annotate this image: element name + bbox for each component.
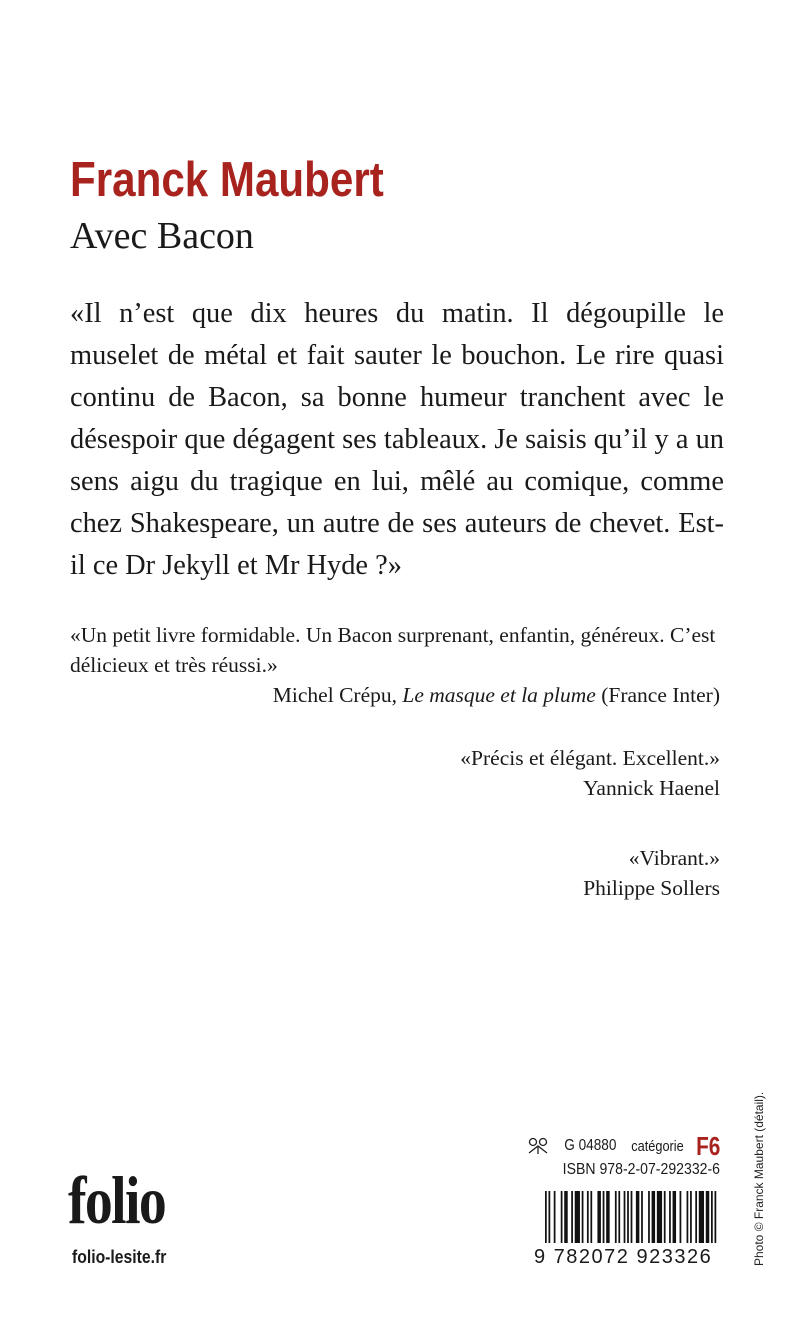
barcode-bar bbox=[587, 1191, 589, 1243]
barcode-bar bbox=[706, 1191, 709, 1243]
barcode-bar bbox=[627, 1191, 629, 1243]
barcode-bar bbox=[554, 1191, 556, 1243]
barcode-bar bbox=[673, 1191, 676, 1243]
review-quote: «Un petit livre formidable. Un Bacon surprenant, enfantin, généreux. C’est délicieux et très réussi.» bbox=[70, 623, 716, 677]
review-author: Philippe Sollers bbox=[583, 876, 720, 900]
barcode-bar bbox=[657, 1191, 662, 1243]
barcode-bar bbox=[590, 1191, 592, 1243]
barcode-bar bbox=[636, 1191, 639, 1243]
barcode-bar bbox=[699, 1191, 704, 1243]
catalog-row bbox=[535, 1131, 720, 1161]
publisher-logo: folio bbox=[68, 1162, 166, 1238]
barcode-bar bbox=[561, 1191, 563, 1243]
barcode-bar bbox=[545, 1191, 547, 1243]
review-2 bbox=[70, 743, 720, 803]
catalog-code: G 04880 bbox=[563, 1137, 616, 1154]
barcode-bar bbox=[648, 1191, 650, 1243]
barcode-bar bbox=[680, 1191, 682, 1243]
barcode-bar bbox=[564, 1191, 567, 1243]
barcode-bar bbox=[548, 1191, 550, 1243]
gallimard-logo-icon bbox=[527, 1136, 549, 1156]
review-attribution bbox=[70, 680, 720, 710]
publisher-website: folio-lesite.fr bbox=[72, 1246, 167, 1267]
book-title: Avec Bacon bbox=[70, 215, 254, 257]
category-label: catégorie bbox=[631, 1137, 684, 1155]
review-quote: «Vibrant.» bbox=[628, 846, 720, 870]
barcode-bar bbox=[652, 1191, 655, 1243]
barcode bbox=[545, 1191, 718, 1243]
barcode-bar bbox=[690, 1191, 692, 1243]
barcode-bar bbox=[575, 1191, 580, 1243]
barcode-bar bbox=[641, 1191, 643, 1243]
barcode-bar bbox=[695, 1191, 697, 1243]
catalog-info bbox=[535, 1131, 720, 1179]
barcode-bar bbox=[582, 1191, 584, 1243]
book-author: Franck Maubert bbox=[70, 153, 384, 207]
barcode-bar bbox=[571, 1191, 573, 1243]
review-3 bbox=[70, 843, 720, 903]
book-excerpt: «Il n’est que dix heures du matin. Il dégoupille le muselet de métal et fait sauter le bouchon. Le rire quasi continu de Bacon, sa bonne humeur tranchent avec le désespoir que dégagent ses tableaux. Je saisis qu’il y a un sens aigu du tragique en lui, mêlé au comique, comme chez Shakespeare, un autre de ses auteurs de chevet. Est-il ce Dr Jekyll et Mr Hyde ?» bbox=[70, 298, 724, 581]
barcode-bar bbox=[664, 1191, 666, 1243]
isbn: ISBN 978-2-07-292332-6 bbox=[562, 1161, 720, 1178]
barcode-bar bbox=[603, 1191, 605, 1243]
barcode-bar bbox=[615, 1191, 617, 1243]
barcode-bar bbox=[624, 1191, 626, 1243]
review-outlet: (France Inter) bbox=[601, 683, 720, 707]
barcode-bar bbox=[606, 1191, 609, 1243]
barcode-bar bbox=[715, 1191, 717, 1243]
barcode-bar bbox=[631, 1191, 633, 1243]
review-author: Yannick Haenel bbox=[583, 776, 720, 800]
review-source: Le masque et la plume bbox=[402, 683, 596, 707]
barcode-bar bbox=[669, 1191, 671, 1243]
barcode-bar bbox=[711, 1191, 713, 1243]
barcode-bar bbox=[687, 1191, 689, 1243]
review-author: Michel Crépu, bbox=[272, 683, 397, 707]
review-quote: «Précis et élégant. Excellent.» bbox=[460, 746, 720, 770]
barcode-bar bbox=[618, 1191, 620, 1243]
category-code: F6 bbox=[695, 1130, 720, 1161]
barcode-digits: 9 782072 923326 bbox=[534, 1246, 713, 1268]
review-1 bbox=[70, 620, 720, 710]
barcode-bar bbox=[597, 1191, 600, 1243]
photo-credit: Photo © Franck Maubert (détail). bbox=[752, 1091, 766, 1266]
